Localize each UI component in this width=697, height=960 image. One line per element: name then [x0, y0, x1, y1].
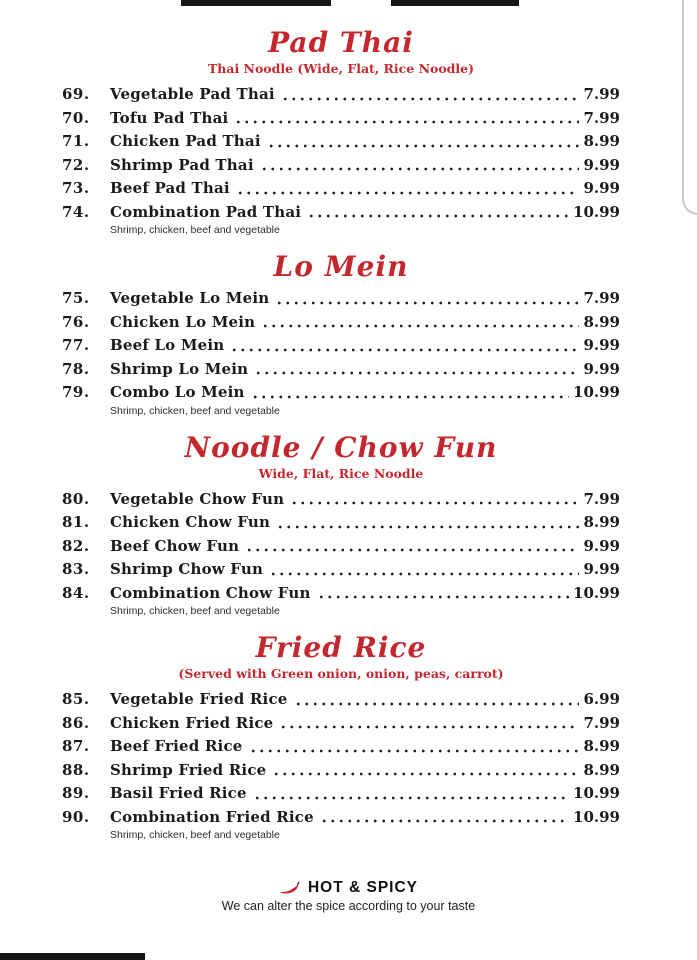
- menu-item-row: [62, 712, 620, 736]
- item-number: 84.: [62, 583, 90, 602]
- item-name: Vegetable Pad Thai: [110, 85, 275, 103]
- menu-item-row: [62, 358, 620, 382]
- item-number: 78.: [62, 359, 90, 378]
- dot-leader: [243, 535, 579, 559]
- item-number: 86.: [62, 713, 90, 732]
- item-number: 73.: [62, 179, 90, 197]
- menu-item-row: [62, 806, 620, 830]
- item-price: 8.99: [583, 513, 620, 531]
- item-number: 82.: [62, 536, 90, 555]
- item-name: Chicken Pad Thai: [110, 132, 261, 150]
- item-number: 71.: [62, 132, 90, 150]
- menu-item-row: [62, 83, 620, 107]
- section-items: [62, 688, 620, 842]
- item-price: 9.99: [583, 536, 620, 555]
- item-description: Shrimp, chicken, beef and vegetable: [110, 829, 280, 841]
- menu-section: [62, 26, 620, 237]
- menu-item-row: [62, 334, 620, 358]
- section-title: Noodle / Chow Fun: [184, 430, 498, 464]
- item-number: 81.: [62, 513, 90, 531]
- item-number: 74.: [62, 202, 90, 221]
- dot-leader: [265, 130, 580, 154]
- item-price: 8.99: [583, 132, 620, 150]
- item-price: 9.99: [583, 359, 620, 378]
- menu-item-row: [62, 735, 620, 759]
- dot-leader: [228, 334, 579, 358]
- dot-leader: [277, 712, 579, 736]
- item-name: Shrimp Lo Mein: [110, 359, 249, 378]
- dot-leader: [305, 201, 569, 225]
- item-description: Shrimp, chicken, beef and vegetable: [110, 224, 280, 236]
- dot-leader: [267, 558, 579, 582]
- menu-item-row: [62, 511, 620, 535]
- dot-leader: [288, 488, 579, 512]
- item-name: Shrimp Pad Thai: [110, 155, 254, 174]
- item-price: 9.99: [583, 155, 620, 174]
- item-name: Chicken Chow Fun: [110, 513, 271, 531]
- menu-section: [62, 250, 620, 418]
- section-title: Pad Thai: [268, 26, 414, 59]
- dot-leader: [259, 311, 579, 335]
- item-number: 89.: [62, 784, 90, 802]
- item-name: Vegetable Fried Rice: [110, 690, 288, 708]
- dot-leader: [234, 177, 580, 201]
- item-number: 83.: [62, 560, 90, 578]
- item-name: Shrimp Chow Fun: [110, 560, 264, 578]
- item-number: 90.: [62, 807, 90, 826]
- item-name: Beef Chow Fun: [110, 536, 240, 555]
- item-name: Combination Pad Thai: [110, 202, 302, 221]
- dot-leader: [258, 154, 580, 178]
- item-name: Vegetable Chow Fun: [110, 489, 285, 508]
- item-name: Chicken Fried Rice: [110, 713, 274, 732]
- spice-note: We can alter the spice according to your taste: [221, 899, 476, 913]
- dot-leader: [270, 759, 579, 783]
- panel-corner-line: [682, 0, 697, 215]
- cropped-text-artifact-bottom: [0, 953, 145, 960]
- item-name: Beef Lo Mein: [110, 336, 225, 354]
- item-number: 88.: [62, 760, 90, 779]
- menu-section: [62, 631, 620, 842]
- dot-leader: [292, 688, 580, 712]
- item-price: 10.99: [573, 807, 620, 826]
- cropped-text-artifact-top-right: [391, 0, 519, 6]
- section-items: [62, 488, 620, 619]
- menu-item-row: [62, 130, 620, 154]
- section-items: [62, 287, 620, 418]
- item-price: 8.99: [583, 737, 620, 755]
- item-price: 10.99: [573, 784, 620, 802]
- menu-item-row: [62, 381, 620, 405]
- item-price: 7.99: [583, 713, 620, 732]
- item-number: 79.: [62, 383, 90, 401]
- section-subtitle: (Served with Green onion, onion, peas, carrot): [178, 666, 504, 681]
- item-price: 10.99: [573, 383, 620, 401]
- chili-pepper-icon: [279, 880, 301, 895]
- item-name: Combination Fried Rice: [110, 807, 314, 826]
- item-name: Shrimp Fried Rice: [110, 760, 267, 779]
- item-price: 7.99: [583, 108, 620, 127]
- dot-leader: [247, 735, 580, 759]
- item-price: 10.99: [573, 583, 620, 602]
- item-description: Shrimp, chicken, beef and vegetable: [110, 404, 280, 417]
- item-price: 8.99: [583, 760, 620, 779]
- item-name: Combination Chow Fun: [110, 583, 311, 602]
- dot-leader: [251, 782, 569, 806]
- dot-leader: [249, 381, 569, 405]
- item-number: 76.: [62, 312, 90, 331]
- section-subtitle: Wide, Flat, Rice Noodle: [258, 465, 424, 481]
- item-name: Basil Fried Rice: [110, 784, 247, 802]
- menu-item-row: [62, 154, 620, 178]
- menu-item-row: [62, 582, 620, 606]
- item-number: 87.: [62, 737, 90, 755]
- dot-leader: [279, 83, 580, 107]
- menu-item-row: [62, 287, 620, 311]
- menu-section: [62, 431, 620, 619]
- item-number: 72.: [62, 155, 90, 174]
- section-subtitle: Thai Noodle (Wide, Flat, Rice Noodle): [207, 61, 475, 76]
- item-number: 77.: [62, 336, 90, 354]
- menu-item-row: [62, 201, 620, 225]
- menu-item-row: [62, 688, 620, 712]
- item-number: 80.: [62, 489, 90, 508]
- section-title: Fried Rice: [255, 631, 427, 664]
- section-title: Lo Mein: [273, 250, 409, 283]
- item-price: 9.99: [583, 179, 620, 197]
- item-name: Combo Lo Mein: [110, 383, 245, 401]
- hot-spicy-label: HOT & SPICY: [307, 879, 419, 896]
- menu-item-row: [62, 107, 620, 131]
- dot-leader: [232, 107, 579, 131]
- dot-leader: [274, 511, 579, 535]
- menu-item-row: [62, 759, 620, 783]
- item-name: Tofu Pad Thai: [110, 108, 229, 127]
- item-price: 8.99: [583, 312, 620, 331]
- menu-item-row: [62, 177, 620, 201]
- dot-leader: [273, 287, 579, 311]
- dot-leader: [252, 358, 579, 382]
- item-number: 75.: [62, 289, 90, 307]
- item-name: Chicken Lo Mein: [110, 312, 256, 331]
- dot-leader: [315, 582, 569, 606]
- menu-item-row: [62, 782, 620, 806]
- cropped-text-artifact-top-left: [181, 0, 331, 6]
- menu-item-row: [62, 311, 620, 335]
- item-number: 85.: [62, 690, 90, 708]
- menu-item-row: [62, 488, 620, 512]
- item-price: 6.99: [583, 690, 620, 708]
- item-price: 7.99: [583, 85, 620, 103]
- item-price: 7.99: [583, 289, 620, 307]
- menu-item-row: [62, 535, 620, 559]
- item-price: 7.99: [583, 489, 620, 508]
- item-name: Beef Pad Thai: [110, 179, 230, 197]
- hot-spicy-row: [0, 878, 697, 897]
- item-price: 9.99: [583, 560, 620, 578]
- menu-item-row: [62, 558, 620, 582]
- item-price: 9.99: [583, 336, 620, 354]
- item-number: 69.: [62, 85, 90, 103]
- item-number: 70.: [62, 108, 90, 127]
- menu-footer: [0, 878, 697, 914]
- item-description: Shrimp, chicken, beef and vegetable: [110, 605, 280, 617]
- item-name: Vegetable Lo Mein: [110, 289, 270, 307]
- item-name: Beef Fried Rice: [110, 737, 243, 755]
- section-items: [62, 83, 620, 237]
- dot-leader: [318, 806, 569, 830]
- item-price: 10.99: [573, 202, 620, 221]
